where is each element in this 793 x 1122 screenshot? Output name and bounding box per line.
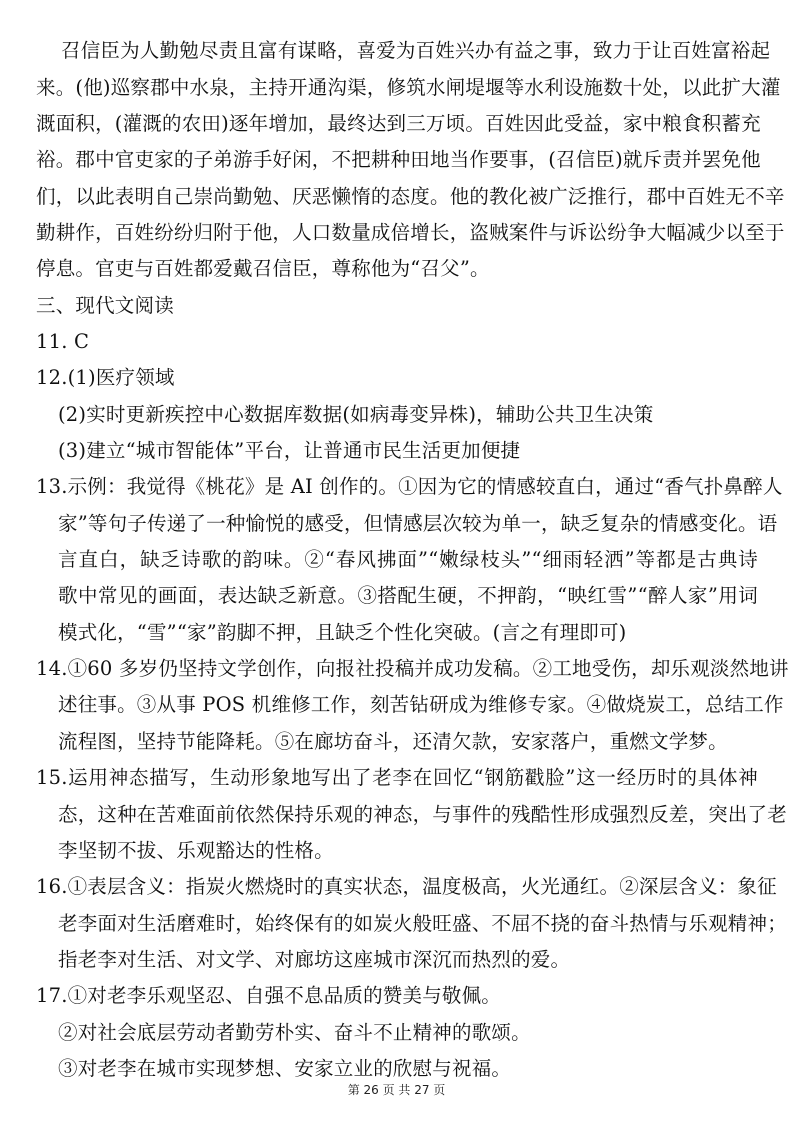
- text-line: 老李面对生活磨难时，始终保有的如炭火般旺盛、不屈不挠的奋斗热情与乐观精神；: [58, 912, 787, 935]
- text-line: 勤耕作，百姓纷纷归附于他，人口数量成倍增长，盗贼案件与诉讼纷争大幅减少以至于: [36, 221, 785, 244]
- answer-17: 17.①对老李乐观坚忍、自强不息品质的赞美与敬佩。: [36, 984, 502, 1007]
- text-line: 溉面积，(灌溉的农田)逐年增加，最终达到三万顷。百姓因此受益，家中粮食积蓄充: [36, 112, 761, 135]
- answer-11: 11. C: [36, 330, 90, 353]
- text-line: 李坚韧不拔、乐观豁达的性格。: [58, 839, 334, 862]
- text-line: 模式化，“雪”“家”韵脚不押，且缺乏个性化突破。(言之有理即可): [58, 621, 627, 644]
- text-line: 家”等句子传递了一种愉悦的感受，但情感层次较为单一，缺乏复杂的情感变化。语: [58, 512, 778, 535]
- text-line: 态，这种在苦难面前依然保持乐观的神态，与事件的残酷性形成强烈反差，突出了老: [58, 803, 787, 826]
- answer-15: 15.运用神态描写，生动形象地写出了老李在回忆“钢筋戳脸”这一经历时的具体神: [36, 766, 758, 789]
- answer-17-item: ③对老李在城市实现梦想、安家立业的欣慰与祝福。: [58, 1057, 512, 1080]
- answer-14: 14.①60 多岁仍坚持文学创作，向报社投稿并成功发稿。②工地受伤，却乐观淡然地讲: [36, 657, 789, 680]
- answer-16: 16.①表层含义：指炭火燃烧时的真实状态，温度极高，火光通红。②深层含义：象征: [36, 875, 777, 898]
- text-line: 言直白，缺乏诗歌的韵味。②“春风拂面”“嫩绿枝头”“细雨轻洒”等都是古典诗: [58, 548, 758, 571]
- text-line: 裕。郡中官吏家的子弟游手好闲，不把耕种田地当作要事，(召信臣)就斥责并罢免他: [36, 148, 761, 171]
- answer-13: 13.示例：我觉得《桃花》是 AI 创作的。①因为它的情感较直白，通过“香气扑鼻醉人: [36, 475, 783, 498]
- answer-12-item: (2)实时更新疾控中心数据库数据(如病毒变异株)，辅助公共卫生决策: [58, 403, 654, 426]
- section-heading: 三、现代文阅读: [36, 294, 174, 317]
- answer-12-item: (3)建立“城市智能体”平台，让普通市民生活更加便捷: [58, 439, 521, 462]
- text-line: 停息。官吏与百姓都爱戴召信臣，尊称他为“召父”。: [36, 257, 490, 280]
- text-line: 歌中常见的画面，表达缺乏新意。③搭配生硬，不押韵，“映红雪”“醉人家”用词: [58, 584, 758, 607]
- text-line: 指老李对生活、对文学、对廊坊这座城市深沉而热烈的爱。: [58, 948, 571, 971]
- text-line: 来。(他)巡察郡中水泉，主持开通沟渠，修筑水闸堤堰等水利设施数十处，以此扩大灌: [36, 76, 781, 99]
- answer-17-item: ②对社会底层劳动者勤劳朴实、奋斗不止精神的歌颂。: [58, 1021, 531, 1044]
- text-line: 流程图，坚持节能降耗。⑤在廊坊奋斗，还清欠款，安家落户，重燃文学梦。: [58, 730, 728, 753]
- text-line: 述往事。③从事 POS 机维修工作，刻苦钻研成为维修专家。④做烧炭工，总结工作: [58, 693, 784, 716]
- text-line: 召信臣为人勤勉尽责且富有谋略，喜爱为百姓兴办有益之事，致力于让百姓富裕起: [61, 39, 771, 62]
- answer-12: 12.(1)医疗领域: [36, 366, 175, 389]
- page-footer: 第 26 页 共 27 页: [347, 1083, 446, 1097]
- text-line: 们，以此表明自己崇尚勤勉、厌恶懒惰的态度。他的教化被广泛推行，郡中百姓无不辛: [36, 185, 785, 208]
